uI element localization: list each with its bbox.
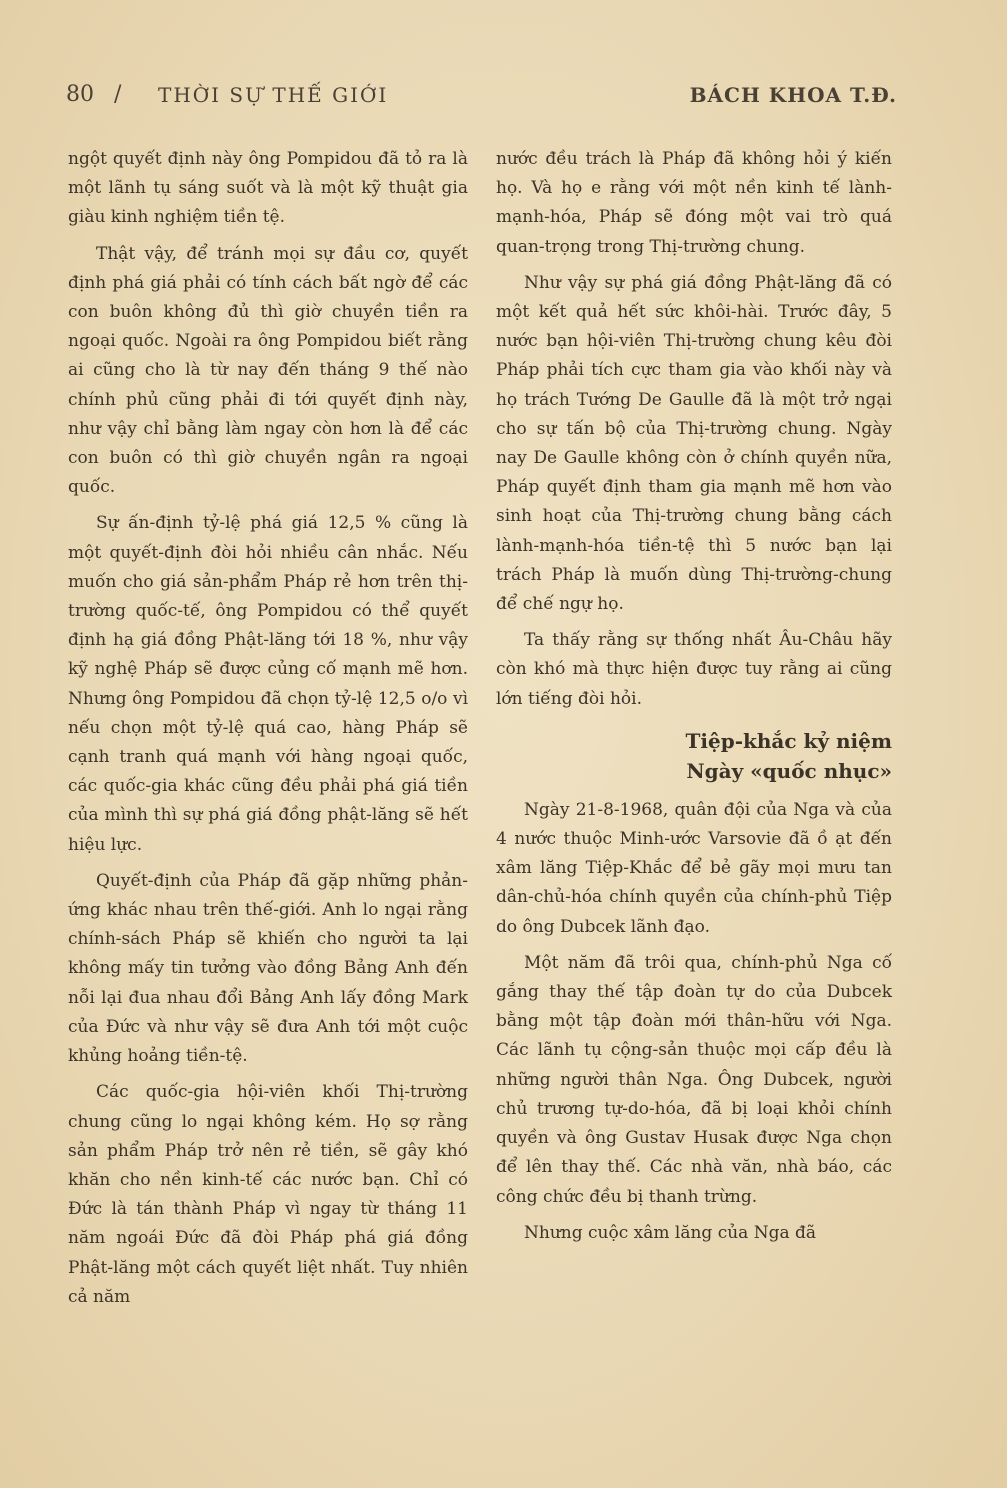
left-column [68,145,468,1319]
section-title: THỜI SỰ THẾ GIỚI [158,83,389,107]
subheading-line: Tiệp-khắc kỷ niệm [685,728,892,753]
header-separator: / [114,82,122,107]
publication-name: BÁCH KHOA T.Đ. [689,83,897,107]
paragraph: Nhưng cuộc xâm lăng của Nga đã [524,1222,817,1243]
paragraph: Như vậy sự phá giá đồng Phật-lăng đã có một kết quả hết sức khôi-hài. Trước đây, 5 nước bạn hội-viên Thị-trường chung kêu đòi Pháp phải tích cực tham gia vào khối này và họ trách Tướng De Gaulle đã là một trở ngại cho sự tấn bộ của Thị-trường chung. Ngày nay De Gaulle không còn ở chính quyền nữa, Pháp quyết định tham gia mạnh mẽ hơn vào sinh hoạt của Thị-trường chung bằng cách lành-mạnh-hóa tiền-tệ thì 5 nước bạn lại trách Pháp là muốn dùng Thị-trường-chung để chế ngự họ. [496,272,892,615]
paragraph: nước đều trách là Pháp đã không hỏi ý kiến họ. Và họ e rằng với một nền kinh tế lành-mạnh-hóa, Pháp sẽ đóng một vai trò quá quan-trọng trong Thị-trường chung. [496,149,892,257]
paragraph: Ngày 21-8-1968, quân đội của Nga và của 4 nước thuộc Minh-ước Varsovie đã ồ ạt đến xâm lăng Tiệp-Khắc để bẻ gãy mọi mưu tan dân-chủ-hóa chính quyền của chính-phủ Tiệp do ông Dubcek lãnh đạo. [496,799,892,937]
page-number: 80 [66,82,94,107]
paragraph: ngột quyết định này ông Pompidou đã tỏ ra là một lãnh tụ sáng suốt và là một kỹ thuật gia giàu kinh nghiệm tiền tệ. [68,149,468,228]
paragraph: Các quốc-gia hội-viên khối Thị-trường chung cũng lo ngại không kém. Họ sợ rằng sản phẩm Pháp trở nên rẻ tiền, sẽ gây khó khăn cho nền kinh-tế các nước bạn. Chỉ có Đức là tán thành Pháp vì ngay từ tháng 11 năm ngoái Đức đã đòi Pháp phá giá đồng Phật-lăng một cách quyết liệt nhất. Tuy nhiên cả năm [68,1082,468,1307]
subheading-line: Ngày «quốc nhục» [686,758,892,783]
paragraph: Thật vậy, để tránh mọi sự đầu cơ, quyết định phá giá phải có tính cách bất ngờ để các con buôn không đủ thì giờ chuyền tiền ra ngoại quốc. Ngoài ra ông Pompidou biết rằng ai cũng cho là từ nay đến tháng 9 thế nào chính phủ cũng phải đi tới quyết định này, như vậy chỉ bằng làm ngay còn hơn là để các con buôn có thì giờ chuyền ngân ra ngoại quốc. [68,243,468,498]
running-header [66,78,897,112]
paragraph: Ta thấy rằng sự thống nhất Âu-Châu hãy còn khó mà thực hiện được tuy rằng ai cũng lớn tiếng đòi hỏi. [496,630,892,709]
right-column [496,145,892,1255]
paragraph: Quyết-định của Pháp đã gặp những phản-ứng khác nhau trên thế-giới. Anh lo ngại rằng chính-sách Pháp sẽ khiến cho người ta lại không mấy tin tưởng vào đồng Bảng Anh đến nỗi lại đua nhau đổi Bảng Anh lấy đồng Mark của Đức và như vậy sẽ đưa Anh tới một cuộc khủng hoảng tiền-tệ. [68,870,468,1067]
paragraph: Một năm đã trôi qua, chính-phủ Nga cố gắng thay thế tập đoàn tự do của Dubcek bằng một tập đoàn mới thân-hữu với Nga. Các lãnh tụ cộng-sản thuộc mọi cấp đều là những người thân Nga. Ông Dubcek, người chủ trương tự-do-hóa, đã bị loại khỏi chính quyền và ông Gustav Husak được Nga chọn để lên thay thế. Các nhà văn, nhà báo, các công chức đều bị thanh trừng. [496,952,892,1207]
paragraph: Sự ấn-định tỷ-lệ phá giá 12,5 % cũng là một quyết-định đòi hỏi nhiều cân nhắc. Nếu muốn cho giá sản-phẩm Pháp rẻ hơn trên thị-trường quốc-tế, ông Pompidou có thể quyết định hạ giá đồng Phật-lăng tới 18 %, như vậy kỹ nghệ Pháp sẽ được củng cố mạnh mẽ hơn. Nhưng ông Pompidou đã chọn tỷ-lệ 12,5 o/o vì nếu chọn một tỷ-lệ quá cao, hàng Pháp sẽ cạnh tranh quá mạnh với hàng ngoại quốc, các quốc-gia khác cũng đều phải phá giá tiền của mình thì sự phá giá đồng phật-lăng sẽ hết hiệu lực. [68,513,468,855]
article-subheading [496,726,892,786]
